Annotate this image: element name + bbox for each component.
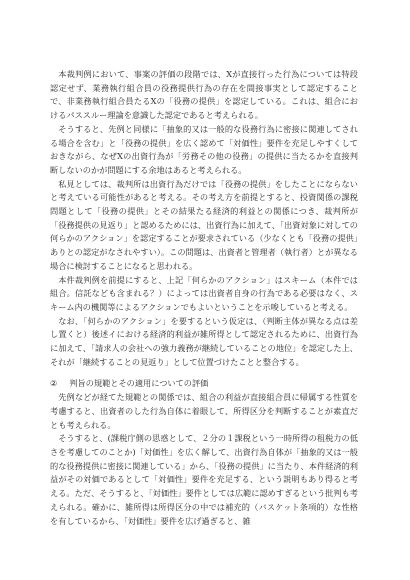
body-paragraph-4: 本件裁判例を前提にすると、上記「何らかのアクション」はスキーム（本件では組合。信託なども含まれる？）によっては出資者自身の行為である必要はなく、スキーム内の機関等によるアクションでもよいということを示唆していると考える。 (50, 274, 358, 312)
body-paragraph-2: そうすると、先例と同様に「抽象的又は一般的な役務行為に密接に関連してされる場合を含む」と「役務の提供」を広く認めて「対価性」要件を充足しやすくしておきながら、なぜXの出資行為が「労務その他の役務」の提供に当たるかを直接判断しないのかが問題にする余地はあると考えられる。 (50, 123, 358, 175)
section-title: 判旨の規範とその適用についての評価 (69, 378, 209, 389)
section-heading (50, 377, 358, 391)
body-paragraph-5: なお、「何らかのアクション」を要するという仮定は、（判断主体が異なる点は差し置くと）後述イにおける経済的利益が雑所得として認定されるために、出資行為に加えて、「請求人の会社への強力義務が継続していることの地位」を認定した上、それが「継続することの見返り」として位置づけたことと整合する。 (50, 315, 358, 367)
body-paragraph-1: 本裁判例において、事案の評価の段階では、Xが直接行った行為については特段認定せず、業務執行組合員の役務提供行為の存在を間接事実として認定することで、非業務執行組合員たるXの「役務の提供」を認定している。これは、組合におけるパススルー理論を意識した認定であると考えられる。 (50, 69, 358, 121)
body-paragraph-3: 私見としては、裁判所は出資行為だけでは「役務の提供」をしたことにならないと考えている可能性があると考える。その考え方を前提とすると、投資関係の課税問題として「役務の提供」とその結果たる経済的利益との関係につき、裁判所が「役務提供の見返り」と認めるためには、出資行為に加えて、「出資対象に対しての何らかのアクション」を認定することが要求されている（少なくとも「役務の提供」ありとの認定がなされやすい）。この問題は、出資者と管理者（執行者）とが異なる場合に検討することになると思われる。 (50, 178, 358, 271)
section-number: ② (50, 378, 58, 389)
body-paragraph-6: 先例などが経てた規範との関係では、組合の利益が直接組合員に帰属する性質を考慮すると、出資者のした行為自体に着眼して、所得区分を判断することが素直だとも考えられる。 (50, 392, 358, 430)
body-paragraph-7: そうすると、(課税庁側の思惑として、２分の１課税という一時所得の租税力の低さを考慮してのことか)「対価性」を広く解して、出資行為自体が「抽象的又は一般的な役務提供に密接に関連している」から、「役務の提供」に当たり、本件経済的利益がその対価であるとして「対価性」要件を充足する、という説明もあり得ると考える。ただ、そうすると、「対価性」要件としては広範に認めすぎるという批判も考えられる。確かに、雑所得は所得区分の中では補充的（バスケット条項的）な性格を有しているから、「対価性」要件を広げ過ぎると、雑 (50, 433, 358, 526)
